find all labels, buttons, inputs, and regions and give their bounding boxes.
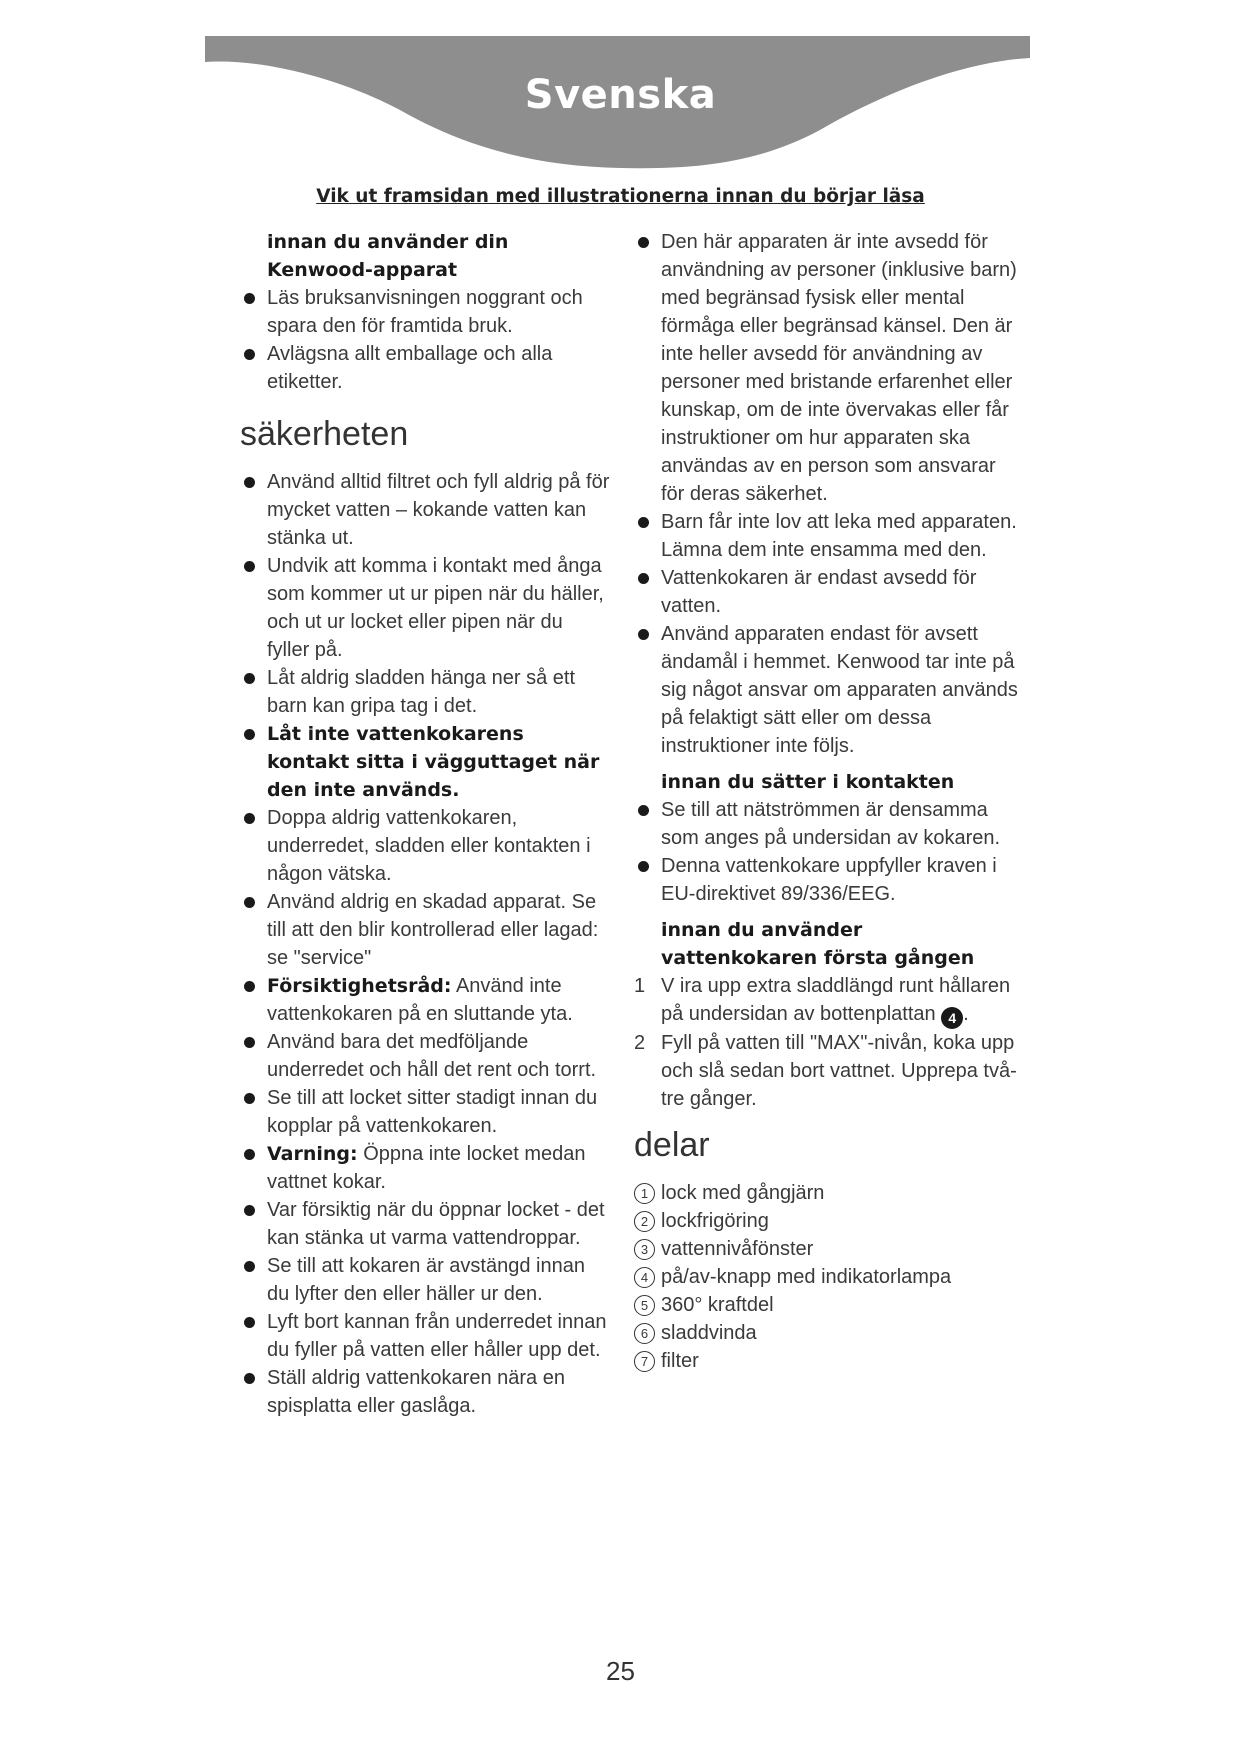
first-use-heading-line2: vattenkokaren första gången <box>661 947 975 969</box>
part-item <box>634 1235 1019 1263</box>
parts-list <box>634 1179 1019 1375</box>
list-item: Se till att kokaren är avstängd innan du lyfter den eller häller ur den. <box>240 1252 610 1308</box>
list-item: Lyft bort kannan från underredet innan du fyller på vatten eller håller upp det. <box>240 1308 610 1364</box>
list-item: Var försiktig när du öppnar locket - det kan stänka ut varma vattendroppar. <box>240 1196 610 1252</box>
caution-label: Försiktighetsråd: <box>267 975 452 997</box>
list-item: Doppa aldrig vattenkokaren, underredet, sladden eller kontakten i någon vätska. <box>240 804 610 888</box>
list-item: Barn får inte lov att leka med apparaten. Lämna dem inte ensamma med den. <box>634 508 1019 564</box>
part-item <box>634 1179 1019 1207</box>
list-item: Låt aldrig sladden hänga ner så ett barn kan gripa tag i det. <box>240 664 610 720</box>
list-item: Se till att nätströmmen är densamma som anges på undersidan av kokaren. <box>634 796 1019 852</box>
part-label: lock med gångjärn <box>661 1182 825 1204</box>
safety-list <box>240 468 610 1420</box>
page-number: 25 <box>606 1656 635 1686</box>
list-item: Denna vattenkokare uppfyller kraven i EU-direktivet 89/336/EEG. <box>634 852 1019 908</box>
part-number: 4 <box>634 1267 655 1288</box>
part-number: 5 <box>634 1295 655 1316</box>
page-title: Svenska <box>524 72 717 118</box>
caution-text: Använd inte vattenkokaren på en sluttande yta. <box>267 975 573 1025</box>
step-number: 2 <box>634 1032 646 1054</box>
first-use-heading-line1: innan du använder <box>661 919 863 941</box>
list-item: Använd bara det medföljande underredet och håll det rent och torrt. <box>240 1028 610 1084</box>
list-item: Den här apparaten är inte avsedd för användning av personer (inklusive barn) med begränsad fysisk eller mental förmåga eller begränsad känsel. Den är inte heller avsedd för användning av personer med bristande erfarenhet eller kunskap, om de inte övervakas eller får instruktioner om hur apparaten ska användas av en person som ansvarar för deras säkerhet. <box>634 228 1019 508</box>
part-number: 7 <box>634 1351 655 1372</box>
list-item: Använd apparaten endast för avsett ändamål i hemmet. Kenwood tar inte på sig något ansvar om apparaten används på felaktigt sätt eller om dessa instruktioner inte följs. <box>634 620 1019 760</box>
list-item: Undvik att komma i kontakt med ånga som kommer ut ur pipen när du häller, och ut ur locket eller pipen när du fyller på. <box>240 552 610 664</box>
part-label: filter <box>661 1350 699 1372</box>
step-text: V ira upp extra sladdlängd runt hållaren på undersidan av bottenplattan <box>661 975 1011 1025</box>
before-use-heading-line2: Kenwood-apparat <box>267 259 458 281</box>
safety-heading: säkerheten <box>240 415 409 453</box>
list-item: Se till att locket sitter stadigt innan du kopplar på vattenkokaren. <box>240 1084 610 1140</box>
list-item: Använd alltid filtret och fyll aldrig på för mycket vatten – kokande vatten kan stänka ut. <box>240 468 610 552</box>
list-item: Ställ aldrig vattenkokaren nära en spisplatta eller gaslåga. <box>240 1364 610 1420</box>
part-item <box>634 1291 1019 1319</box>
left-column <box>240 228 610 1420</box>
before-plugging-heading: innan du sätter i kontakten <box>661 771 955 793</box>
step-number: 1 <box>634 975 646 997</box>
part-label: på/av-knapp med indikatorlampa <box>661 1266 952 1288</box>
list-item: Vattenkokaren är endast avsedd för vatten. <box>634 564 1019 620</box>
part-item <box>634 1347 1019 1375</box>
part-number: 3 <box>634 1239 655 1260</box>
part-number: 1 <box>634 1183 655 1204</box>
part-item <box>634 1207 1019 1235</box>
part-number: 2 <box>634 1211 655 1232</box>
part-item <box>634 1319 1019 1347</box>
warning-label: Varning: <box>267 1143 358 1165</box>
part-label: lockfrigöring <box>661 1210 769 1232</box>
step-end: . <box>963 1003 969 1025</box>
header-banner <box>0 0 1241 180</box>
list-item: Avlägsna allt emballage och alla etiketter. <box>240 340 610 396</box>
list-item: Använd aldrig en skadad apparat. Se till att den blir kontrollerad eller lagad: se "service" <box>240 888 610 972</box>
part-label: sladdvinda <box>661 1322 757 1344</box>
before-use-list <box>240 284 610 396</box>
fold-out-notice: Vik ut framsidan med illustrationerna innan du börjar läsa <box>316 186 925 207</box>
before-plugging-list <box>634 796 1019 908</box>
step-text: Fyll på vatten till "MAX"-nivån, koka upp och slå sedan bort vattnet. Upprepa två-tre gånger. <box>661 1032 1017 1110</box>
right-column <box>634 228 1019 1375</box>
list-item: Läs bruksanvisningen noggrant och spara den för framtida bruk. <box>240 284 610 340</box>
part-item <box>634 1263 1019 1291</box>
figure-ref-badge: 4 <box>941 1007 963 1029</box>
list-item-caution <box>240 972 610 1028</box>
safety-list-continued <box>634 228 1019 760</box>
part-label: 360° kraftdel <box>661 1294 774 1316</box>
part-number: 6 <box>634 1323 655 1344</box>
parts-heading: delar <box>634 1126 710 1164</box>
part-label: vattennivåfönster <box>661 1238 814 1260</box>
step-item <box>634 972 1019 1029</box>
list-item-bold: Låt inte vattenkokarens kontakt sitta i vägguttaget när den inte används. <box>240 720 610 804</box>
warning-text: Öppna inte locket medan vattnet kokar. <box>267 1143 586 1193</box>
step-item <box>634 1029 1019 1113</box>
before-use-heading-line1: innan du använder din <box>267 231 509 253</box>
list-item-warning <box>240 1140 610 1196</box>
